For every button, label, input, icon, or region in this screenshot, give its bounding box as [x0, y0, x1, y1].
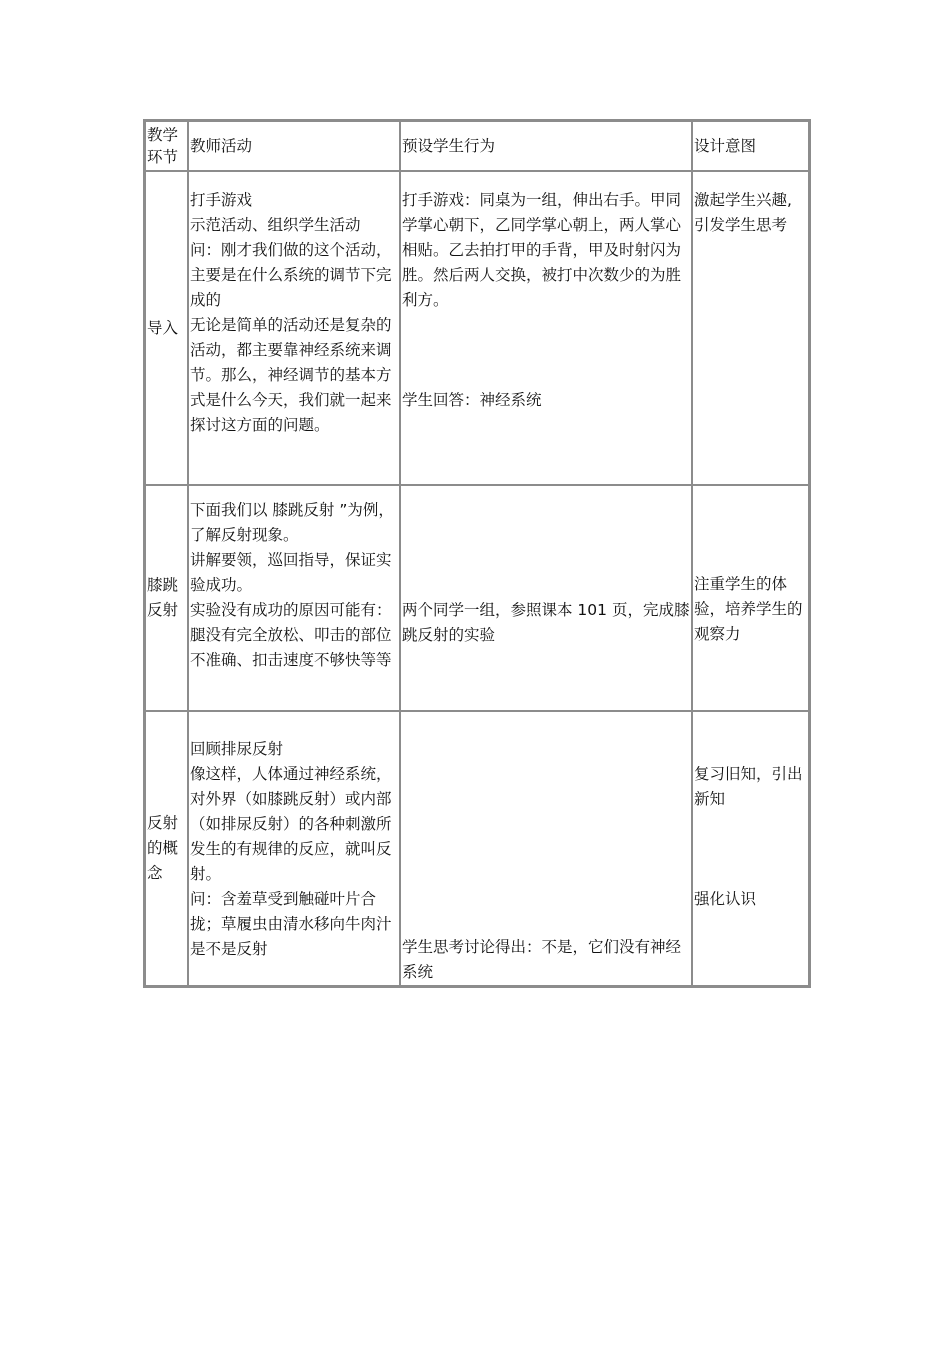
- student-line: 学生回答：神经系统: [402, 391, 542, 409]
- teacher-line: 下面我们以 膝跳反射 ”为例，了解反射现象。: [190, 501, 394, 544]
- teacher-line: 实验没有成功的原因可能有：腿没有完全放松、叩击的部位不准确、扣击速度不够快等等: [190, 601, 392, 669]
- stage-cell: 反射的概念: [145, 711, 188, 986]
- teacher-line: 问：含羞草受到触碰叶片合拢；草履虫由清水移向牛肉汁是不是反射: [190, 890, 392, 958]
- teacher-line: 问：刚才我们做的这个活动，主要是在什么系统的调节下完成的: [190, 241, 392, 309]
- header-student: 预设学生行为: [400, 121, 692, 171]
- header-stage: 教学环节: [145, 121, 188, 171]
- intent-line: 激起学生兴趣,: [694, 191, 792, 209]
- teacher-cell: [188, 711, 400, 986]
- stage-cell: 导入: [145, 171, 188, 485]
- header-intent: 设计意图: [692, 121, 809, 171]
- student-line: 两个同学一组，参照课本 101 页，完成膝跳反射的实验: [402, 601, 690, 644]
- intent-cell: [692, 485, 809, 711]
- student-line: 打手游戏：同桌为一组，伸出右手。甲同学掌心朝下，乙同学掌心朝上，两人掌心相贴。乙去拍打甲的手背，甲及时射闪为胜。然后两人交换，被打中次数少的为胜利方。: [402, 191, 682, 309]
- student-cell: [400, 171, 692, 485]
- table-header-row: [145, 121, 809, 171]
- teacher-cell: [188, 171, 400, 485]
- student-cell: [400, 485, 692, 711]
- teacher-line: 像这样，人体通过神经系统，对外界（如膝跳反射）或内部（如排尿反射）的各种刺激所发生的有规律的反应，就叫反射。: [190, 765, 392, 883]
- teacher-line: 示范活动、组织学生活动: [190, 216, 361, 234]
- teacher-line: 讲解要领，巡回指导，保证实验成功。: [190, 551, 392, 594]
- intent-line: 强化认识: [694, 890, 757, 908]
- table-row: [145, 485, 809, 711]
- header-teacher: 教师活动: [188, 121, 400, 171]
- intent-line: 注重学生的体验，培养学生的观察力: [694, 575, 803, 643]
- table-row: [145, 711, 809, 986]
- student-cell: [400, 711, 692, 986]
- stage-cell: 膝跳反射: [145, 485, 188, 711]
- intent-cell: [692, 711, 809, 986]
- lesson-plan-table: [143, 119, 811, 988]
- intent-line: 复习旧知，引出新知: [694, 765, 803, 808]
- intent-cell: [692, 171, 809, 485]
- teacher-line: 无论是简单的活动还是复杂的活动，都主要靠神经系统来调节。那么，神经调节的基本方式是什么今天，我们就一起来探讨这方面的问题。: [190, 316, 392, 434]
- teacher-line: 回顾排尿反射: [190, 740, 284, 758]
- student-line: 学生思考讨论得出：不是，它们没有神经系统: [402, 938, 682, 981]
- intent-line: 引发学生思考: [694, 216, 788, 234]
- teacher-line: 打手游戏: [190, 191, 253, 209]
- table-row: [145, 171, 809, 485]
- teacher-cell: [188, 485, 400, 711]
